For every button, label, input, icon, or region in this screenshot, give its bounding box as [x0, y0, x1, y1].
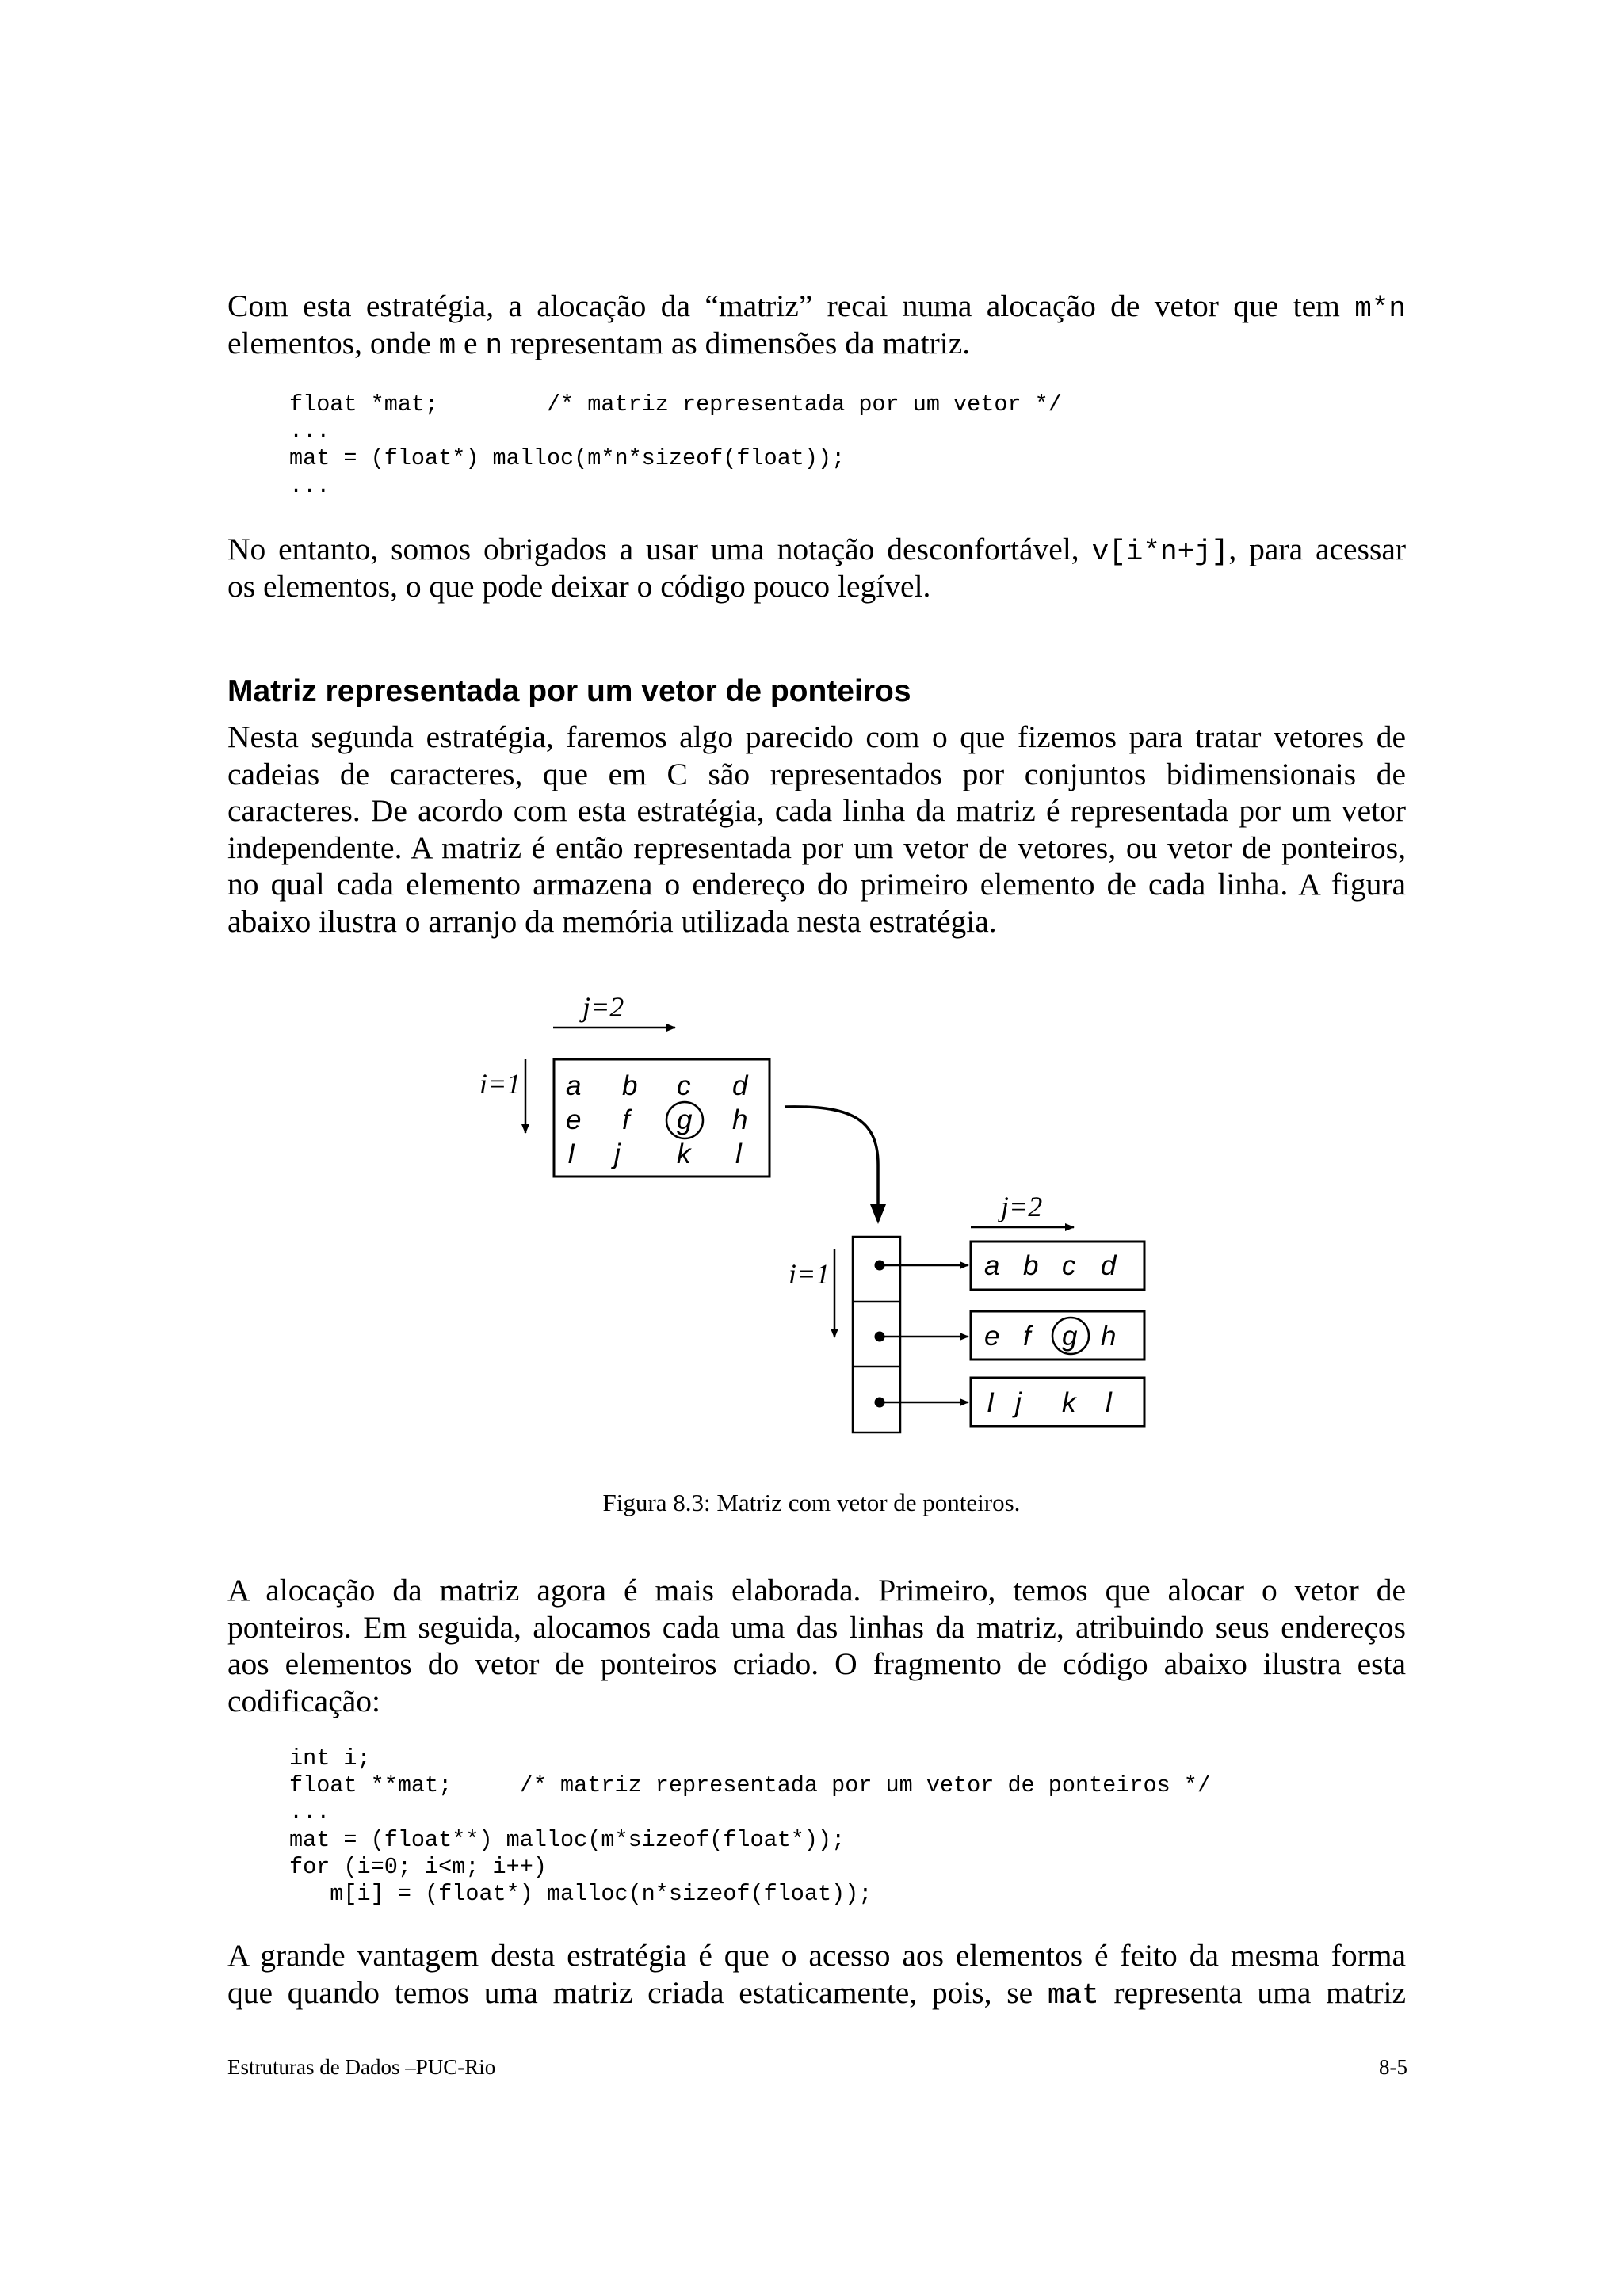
connector-arrowhead — [870, 1204, 886, 1224]
paragraph-line: independente. A matriz é então representada por um vetor de vetores, ou vetor de ponteiros, — [227, 830, 1406, 865]
matrix-cell: g — [677, 1104, 693, 1135]
section-heading: Matriz representada por um vetor de ponteiros — [227, 674, 911, 708]
code-block-vector-allocation: float *mat; /* matriz representada por um vetor */ ... mat = (float*) malloc(m*n*sizeof(float)); ... — [289, 391, 1062, 499]
matrix-cell: f — [622, 1104, 630, 1135]
matrix-cell: d — [732, 1070, 748, 1101]
row-cell: a — [984, 1250, 1000, 1281]
text: representam as dimensões da matriz. — [502, 325, 971, 360]
paragraph-line: A grande vantagem desta estratégia é que o acesso aos elementos é feito da mesma forma — [227, 1938, 1406, 1973]
matrix-cell: e — [566, 1104, 582, 1135]
page-number: 8-5 — [1379, 2055, 1407, 2079]
text: elementos, onde — [227, 325, 439, 360]
row-cell: h — [1101, 1321, 1117, 1352]
i-index-label: i=1 — [479, 1068, 521, 1100]
row-cell: g — [1062, 1321, 1078, 1352]
j-index-label: j=2 — [1001, 1191, 1043, 1222]
row-cell: b — [1023, 1250, 1039, 1281]
paragraph-line: aos elementos do vetor de ponteiros criado. O fragmento de código abaixo ilustra esta — [227, 1646, 1406, 1681]
paragraph-line: Nesta segunda estratégia, faremos algo parecido com o que fizemos para tratar vetores de — [227, 719, 1406, 754]
text: e — [456, 325, 486, 360]
matrix-cell: h — [732, 1104, 748, 1135]
paragraph-allocation-elaborate — [227, 1572, 1406, 1719]
connector-arrow — [785, 1107, 878, 1216]
inline-code: m — [438, 329, 456, 362]
row-cell: l — [1106, 1387, 1112, 1418]
paragraph-line: A alocação da matriz agora é mais elaborada. Primeiro, temos que alocar o vetor de — [227, 1573, 1406, 1608]
footer-left: Estruturas de Dados –PUC-Rio — [227, 2055, 496, 2079]
paragraph-line: ponteiros. Em seguida, alocamos cada uma das linhas da matriz, atribuindo seus endereços — [227, 1609, 1406, 1645]
row-cell: j — [1015, 1387, 1022, 1418]
row-cell: e — [984, 1321, 1000, 1352]
matrix-cell: c — [677, 1070, 691, 1101]
text: , para acessar — [1228, 532, 1407, 566]
matrix-cell: k — [677, 1138, 691, 1169]
text: No entanto, somos obrigados a usar uma notação desconfortável, — [227, 532, 1092, 566]
code-block-pointer-allocation: int i; float **mat; /* matriz representada por um vetor de ponteiros */ ... mat = (float**) malloc(m*sizeof(float*)); for (i=0; i<m; i++) m[i] = (float*) malloc(n*sizeof(float)); — [289, 1745, 1211, 1908]
inline-code: mat — [1047, 1978, 1099, 2012]
row-vector-box — [971, 1378, 1144, 1426]
inline-code: m*n — [1354, 292, 1406, 325]
paragraph-line: abaixo ilustra o arranjo da memória utilizada nesta estratégia. — [227, 903, 997, 939]
matrix-cells — [566, 1070, 749, 1169]
row-cell: d — [1101, 1250, 1117, 1281]
matrix-cell: l — [735, 1138, 742, 1169]
inline-code: n — [485, 329, 503, 362]
matrix-cell: b — [622, 1070, 638, 1101]
inline-code: v[i*n+j] — [1091, 536, 1229, 568]
paragraph-advantage — [227, 1937, 1406, 2011]
row-cell: I — [987, 1387, 995, 1418]
row-cell: c — [1062, 1250, 1076, 1281]
row-cell: k — [1062, 1387, 1076, 1418]
i-index-label: i=1 — [789, 1258, 831, 1290]
figure-caption: Figura 8.3: Matriz com vetor de ponteiros. — [602, 1489, 1021, 1516]
row-cell: f — [1023, 1321, 1031, 1352]
text: que quando temos uma matriz criada estaticamente, pois, se — [227, 1974, 1048, 2010]
row-vector-cells — [984, 1250, 1117, 1418]
j-index-label: j=2 — [582, 991, 624, 1023]
text: Com esta estratégia, a alocação da “matriz” recai numa alocação de vetor que tem — [227, 288, 1355, 323]
paragraph-line: no qual cada elemento armazena o endereço do primeiro elemento de cada linha. A figura — [227, 867, 1406, 902]
paragraph-line: codificação: — [227, 1683, 380, 1718]
paragraph-line: cadeias de caracteres, que em C são representados por conjuntos bidimensionais de — [227, 756, 1406, 791]
matrix-cell: I — [567, 1138, 575, 1169]
paragraph-line — [227, 1974, 1406, 2012]
matrix-cell: j — [614, 1138, 621, 1169]
matrix-cell: a — [566, 1070, 582, 1101]
paragraph-line: caracteres. De acordo com esta estratégia, cada linha da matriz é representada por um vetor — [227, 793, 1406, 828]
paragraph-line: os elementos, o que pode deixar o código pouco legível. — [227, 568, 931, 604]
text: representa uma matriz — [1098, 1974, 1406, 2010]
